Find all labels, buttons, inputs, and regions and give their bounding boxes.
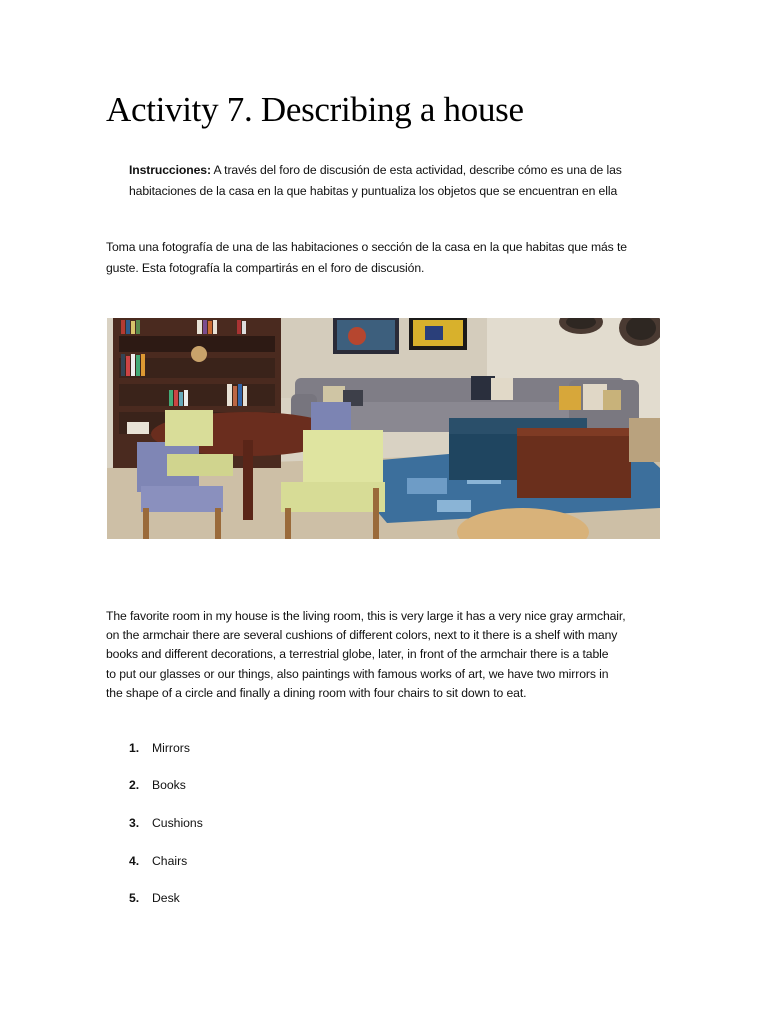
list-item-desk <box>129 891 180 905</box>
photo-prompt-line-2: guste. Esta fotografía la compartirás en el foro de discusión. <box>106 261 425 275</box>
description-line: to put our glasses or our things, also paintings with famous works of art, we have two mirrors in <box>106 666 609 681</box>
photo-prompt-paragraph <box>106 237 666 279</box>
list-item-chairs <box>129 854 187 868</box>
instructions-line-2: habitaciones de la casa en la que habitas y puntualiza los objetos que se encuentran en ella <box>129 184 618 198</box>
photo-prompt-line-1: Toma una fotografía de una de las habitaciones o sección de la casa en la que habitas que más te <box>106 240 627 254</box>
list-label: Cushions <box>152 816 203 830</box>
list-item-mirrors <box>129 741 190 755</box>
list-item-cushions <box>129 816 203 830</box>
list-number: 4. <box>129 854 140 868</box>
description-line: The favorite room in my house is the living room, this is very large it has a very nice gray armchair, <box>106 609 626 623</box>
list-number: 3. <box>129 816 140 830</box>
description-line: the shape of a circle and finally a dining room with four chairs to sit down to eat. <box>106 685 527 700</box>
list-label: Chairs <box>152 854 188 868</box>
instructions-line-1: A través del foro de discusión de esta actividad, describe cómo es una de las <box>210 163 622 177</box>
list-label: Desk <box>152 891 180 905</box>
list-number: 5. <box>129 891 140 905</box>
instructions-paragraph <box>129 160 659 202</box>
living-room-photo <box>107 318 660 539</box>
description-paragraph <box>106 607 666 703</box>
description-line: books and different decorations, a terrestrial globe, later, in front of the armchair there is a table <box>106 647 609 662</box>
document-title: Activity 7. Describing a house <box>106 90 524 129</box>
list-item-books <box>129 778 186 792</box>
list-number: 2. <box>129 778 140 792</box>
list-label: Mirrors <box>152 741 190 755</box>
description-line: on the armchair there are several cushions of different colors, next to it there is a shelf with many <box>106 628 618 643</box>
list-number: 1. <box>129 741 140 755</box>
list-label: Books <box>152 778 186 792</box>
globe-icon <box>191 346 207 362</box>
instructions-label: Instrucciones: <box>129 163 211 177</box>
